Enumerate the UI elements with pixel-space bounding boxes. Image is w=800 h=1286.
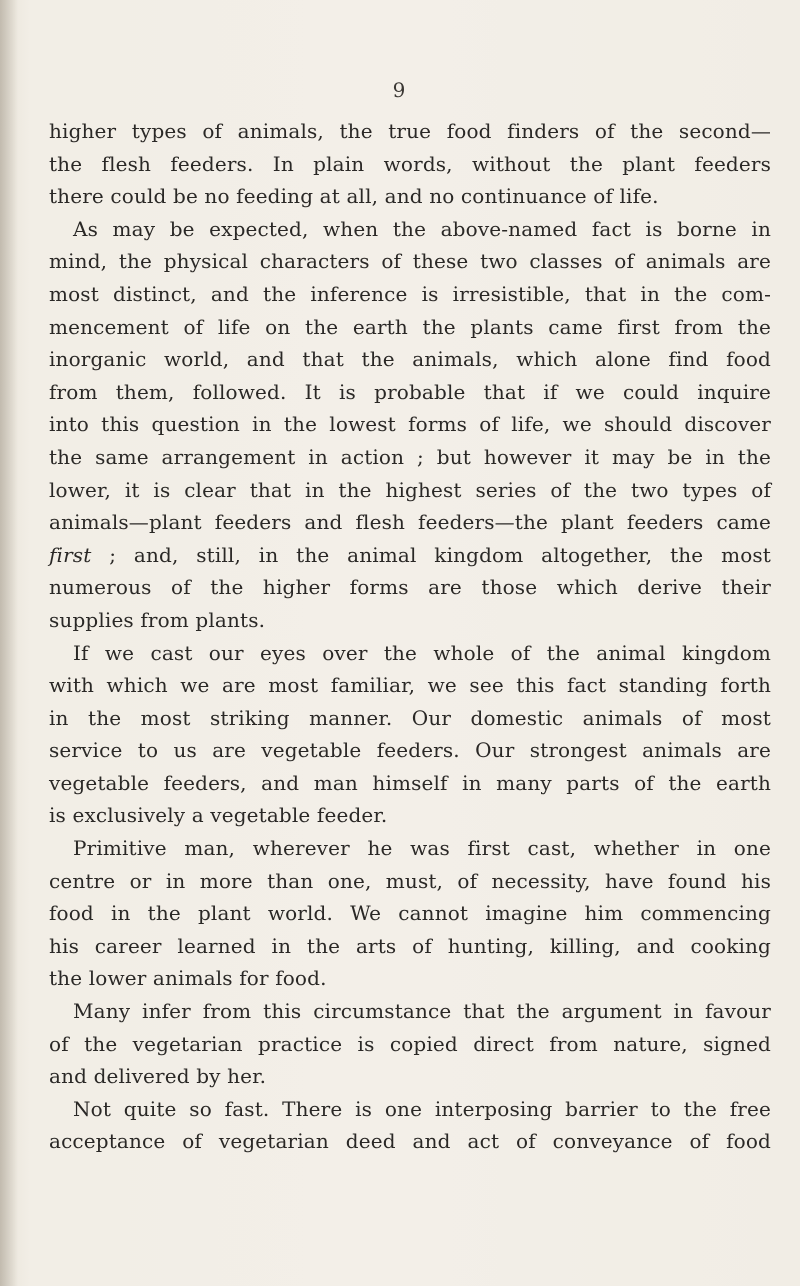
text-line: higher types of animals, the true food finders of the second—	[49, 119, 771, 143]
text-line: If we cast our eyes over the whole of the animal kingdom	[73, 640, 771, 665]
text-line: there could be no feeding at all, and no continuance of life.	[49, 184, 659, 209]
page-edge-shadow	[0, 0, 18, 1286]
text-line: in the most striking manner. Our domestic animals of most	[49, 705, 771, 730]
text-line: Many infer from this circumstance that the argument in favour	[73, 999, 771, 1024]
text-line: his career learned in the arts of hunting, killing, and cooking	[49, 933, 771, 958]
text-line: is exclusively a vegetable feeder.	[49, 803, 388, 828]
text-line: acceptance of vegetarian deed and act of conveyance of food	[49, 1129, 771, 1154]
text-line: inorganic world, and that the animals, which alone find food	[49, 347, 771, 372]
text-line: the lower animals for food.	[49, 966, 327, 991]
emphasis-first: first	[49, 542, 92, 567]
text-line: lower, it is clear that in the highest series of the two types of	[49, 477, 771, 502]
text-line: service to us are vegetable feeders. Our strongest animals are	[49, 738, 771, 763]
text-line: vegetable feeders, and man himself in many parts of the earth	[49, 770, 771, 795]
page-number: 9	[392, 78, 406, 102]
text-line: animals—plant feeders and flesh feeders—the plant feeders came	[49, 510, 771, 535]
text-line: first ; and, still, in the animal kingdom altogether, the most	[49, 542, 771, 567]
text-line: numerous of the higher forms are those which derive their	[49, 575, 771, 600]
text-line: Not quite so fast. There is one interposing barrier to the free	[73, 1096, 771, 1121]
text-line: of the vegetarian practice is copied direct from nature, signed	[49, 1031, 771, 1056]
text-line: into this question in the lowest forms of life, we should discover	[49, 412, 771, 437]
text-line: As may be expected, when the above-named fact is borne in	[73, 216, 771, 241]
text-line: and delivered by her.	[49, 1064, 267, 1089]
text-line: from them, followed. It is probable that if we could inquire	[49, 379, 771, 404]
text-line: food in the plant world. We cannot imagine him commencing	[49, 901, 771, 926]
text-line: the flesh feeders. In plain words, without the plant feeders	[49, 151, 771, 176]
text-line: mencement of life on the earth the plants came first from the	[49, 314, 771, 339]
text-line: the same arrangement in action ; but however it may be in the	[49, 444, 771, 469]
text-line: with which we are most familiar, we see this fact standing forth	[49, 673, 771, 698]
text-line: most distinct, and the inference is irresistible, that in the com-	[49, 281, 771, 306]
body-text	[49, 115, 771, 1158]
text-line: Primitive man, wherever he was first cast, whether in one	[73, 836, 771, 861]
text-line: mind, the physical characters of these two classes of animals are	[49, 249, 771, 274]
text-line: centre or in more than one, must, of necessity, have found his	[49, 868, 771, 893]
text-line: supplies from plants.	[49, 607, 266, 632]
